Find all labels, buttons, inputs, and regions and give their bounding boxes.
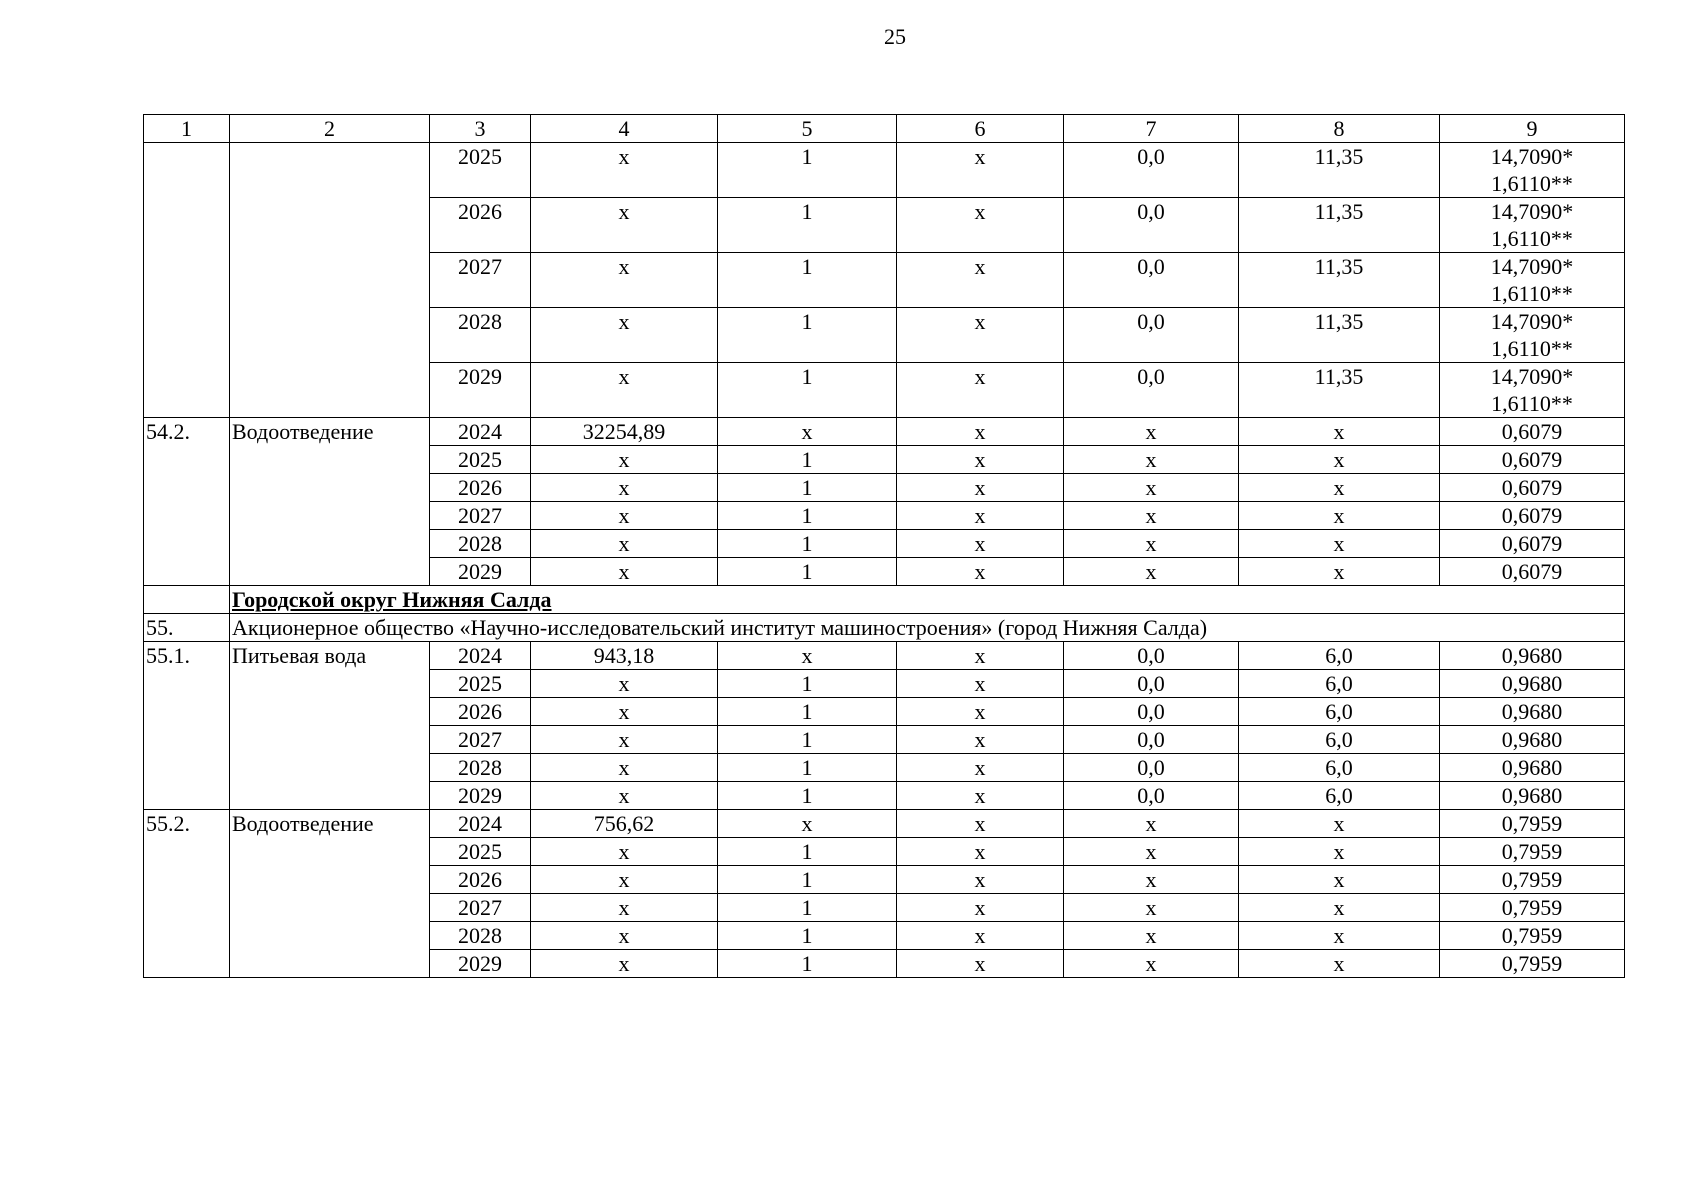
table-cell: х [1239, 866, 1440, 894]
tariff-table [143, 114, 1625, 978]
table-cell: 1 [718, 530, 897, 558]
table-cell: 1 [718, 698, 897, 726]
year-cell: 2027 [430, 253, 531, 308]
table-cell: х [531, 950, 718, 978]
table-cell: х [531, 894, 718, 922]
table-cell: 6,0 [1239, 698, 1440, 726]
table-cell: х [531, 143, 718, 198]
item-name-cell: Водоотведение [230, 810, 430, 978]
table-cell: х [897, 922, 1064, 950]
table-cell: х [531, 253, 718, 308]
table-cell: 1 [718, 670, 897, 698]
year-cell: 2028 [430, 530, 531, 558]
value-line: 14,7090* [1490, 144, 1574, 169]
table-row [144, 642, 1625, 670]
column-number: 7 [1064, 115, 1239, 143]
table-cell: 0,9680 [1440, 698, 1625, 726]
column-number: 5 [718, 115, 897, 143]
table-cell: х [1064, 838, 1239, 866]
column-number: 2 [230, 115, 430, 143]
table-cell: 0,7959 [1440, 866, 1625, 894]
table-cell: 1 [718, 143, 897, 198]
table-cell: х [897, 474, 1064, 502]
table-cell: 0,0 [1064, 670, 1239, 698]
table-cell: х [531, 698, 718, 726]
table-cell: 1 [718, 782, 897, 810]
table-cell: 0,0 [1064, 754, 1239, 782]
year-cell: 2028 [430, 754, 531, 782]
value-line: 1,6110** [1491, 336, 1573, 361]
table-cell: х [897, 754, 1064, 782]
item-number-cell [144, 586, 230, 614]
page-number: 25 [884, 24, 906, 49]
value-line: 14,7090* [1490, 364, 1574, 389]
table-cell: 11,35 [1239, 363, 1440, 418]
table-cell: х [1064, 950, 1239, 978]
year-cell: 2026 [430, 198, 531, 253]
year-cell: 2028 [430, 308, 531, 363]
year-cell: 2029 [430, 558, 531, 586]
table-cell: 0,6079 [1440, 530, 1625, 558]
table-cell: х [718, 810, 897, 838]
table-cell: 32254,89 [531, 418, 718, 446]
year-cell: 2026 [430, 698, 531, 726]
table-cell [1440, 143, 1625, 198]
item-name-cell [230, 143, 430, 418]
table-cell: 0,0 [1064, 308, 1239, 363]
table-cell: 6,0 [1239, 782, 1440, 810]
table-cell: х [1239, 894, 1440, 922]
table-cell: х [897, 418, 1064, 446]
value-line: 1,6110** [1491, 171, 1573, 196]
table-cell [1440, 363, 1625, 418]
table-cell: х [531, 446, 718, 474]
table-cell: х [897, 446, 1064, 474]
table-cell: 0,9680 [1440, 642, 1625, 670]
year-cell: 2028 [430, 922, 531, 950]
table-cell: х [1064, 474, 1239, 502]
table-cell: 1 [718, 754, 897, 782]
table-cell: х [1239, 446, 1440, 474]
table-cell: х [897, 642, 1064, 670]
table-cell: х [897, 530, 1064, 558]
table-cell: х [1239, 558, 1440, 586]
table-cell: х [1064, 866, 1239, 894]
table-cell: х [897, 363, 1064, 418]
table-row [144, 418, 1625, 446]
table-cell: 0,7959 [1440, 894, 1625, 922]
table-cell: х [531, 670, 718, 698]
table-cell: х [531, 558, 718, 586]
table-cell: 1 [718, 446, 897, 474]
table-cell: х [1239, 418, 1440, 446]
year-cell: 2024 [430, 418, 531, 446]
column-number: 1 [144, 115, 230, 143]
item-number-cell: 55. [144, 614, 230, 642]
table-cell: х [897, 558, 1064, 586]
value-line: 1,6110** [1491, 391, 1573, 416]
table-cell: 0,0 [1064, 642, 1239, 670]
table-cell: х [531, 922, 718, 950]
table-cell: х [531, 866, 718, 894]
table-row [144, 143, 1625, 198]
table-cell: 1 [718, 558, 897, 586]
value-line: 1,6110** [1491, 226, 1573, 251]
year-cell: 2025 [430, 446, 531, 474]
table-cell: х [531, 754, 718, 782]
table-cell: 0,6079 [1440, 446, 1625, 474]
item-number-cell: 54.2. [144, 418, 230, 586]
table-cell: х [1064, 894, 1239, 922]
table-cell: 1 [718, 726, 897, 754]
table-cell: х [897, 253, 1064, 308]
year-cell: 2026 [430, 474, 531, 502]
table-cell: х [897, 698, 1064, 726]
organization-row [144, 614, 1625, 642]
item-name-cell: Питьевая вода [230, 642, 430, 810]
table-cell: х [1239, 838, 1440, 866]
table-cell: х [1064, 558, 1239, 586]
table-cell: х [897, 782, 1064, 810]
table-cell: х [897, 866, 1064, 894]
table-cell: 1 [718, 253, 897, 308]
table-cell: х [531, 363, 718, 418]
table-cell: х [1239, 502, 1440, 530]
table-cell: 1 [718, 894, 897, 922]
table-cell: 0,7959 [1440, 838, 1625, 866]
year-cell: 2025 [430, 838, 531, 866]
year-cell: 2027 [430, 502, 531, 530]
organization-name: Акционерное общество «Научно-исследовательский институт машиностроения» (город Нижняя Салда) [230, 614, 1625, 642]
table-cell: 6,0 [1239, 726, 1440, 754]
table-cell: 0,0 [1064, 726, 1239, 754]
table-cell: х [1064, 418, 1239, 446]
item-number-cell [144, 143, 230, 418]
table-cell: 0,6079 [1440, 474, 1625, 502]
table-cell: 0,6079 [1440, 418, 1625, 446]
table-cell: 1 [718, 866, 897, 894]
table-cell: 0,6079 [1440, 558, 1625, 586]
table-cell: х [1064, 446, 1239, 474]
item-name-cell: Водоотведение [230, 418, 430, 586]
table-cell: х [531, 726, 718, 754]
year-cell: 2029 [430, 363, 531, 418]
item-number-cell: 55.2. [144, 810, 230, 978]
year-cell: 2024 [430, 642, 531, 670]
column-number: 4 [531, 115, 718, 143]
table-cell: 943,18 [531, 642, 718, 670]
year-cell: 2027 [430, 894, 531, 922]
table-cell: х [1064, 502, 1239, 530]
table-cell: 0,6079 [1440, 502, 1625, 530]
column-number: 9 [1440, 115, 1625, 143]
table-cell: 0,7959 [1440, 950, 1625, 978]
value-line: 14,7090* [1490, 254, 1574, 279]
table-row [144, 810, 1625, 838]
table-cell: х [531, 530, 718, 558]
table-cell: 1 [718, 308, 897, 363]
value-line: 1,6110** [1491, 281, 1573, 306]
table-cell [1440, 198, 1625, 253]
column-number: 3 [430, 115, 531, 143]
year-cell: 2029 [430, 782, 531, 810]
table-cell: 1 [718, 502, 897, 530]
table-cell: х [897, 838, 1064, 866]
year-cell: 2024 [430, 810, 531, 838]
table-cell: 0,7959 [1440, 922, 1625, 950]
table-cell: 11,35 [1239, 198, 1440, 253]
table-cell [1440, 308, 1625, 363]
value-line: 14,7090* [1490, 309, 1574, 334]
table-cell: х [531, 838, 718, 866]
table-cell: х [531, 502, 718, 530]
year-cell: 2025 [430, 670, 531, 698]
table-cell: х [1239, 810, 1440, 838]
table-body [144, 115, 1625, 978]
table-cell: х [897, 726, 1064, 754]
item-number-cell: 55.1. [144, 642, 230, 810]
table-cell: 6,0 [1239, 670, 1440, 698]
table-cell: х [1239, 530, 1440, 558]
table-cell: 0,0 [1064, 143, 1239, 198]
table-cell: х [897, 894, 1064, 922]
table-cell: 0,0 [1064, 198, 1239, 253]
year-cell: 2027 [430, 726, 531, 754]
table-cell: х [897, 502, 1064, 530]
table-cell: 11,35 [1239, 308, 1440, 363]
year-cell: 2026 [430, 866, 531, 894]
table-cell: 0,0 [1064, 698, 1239, 726]
table-cell: х [897, 950, 1064, 978]
table-cell: 0,0 [1064, 253, 1239, 308]
table-cell: х [531, 474, 718, 502]
table-cell: 0,0 [1064, 782, 1239, 810]
table-cell: 1 [718, 363, 897, 418]
district-row [144, 586, 1625, 614]
column-number: 6 [897, 115, 1064, 143]
table-cell: 0,9680 [1440, 726, 1625, 754]
column-number: 8 [1239, 115, 1440, 143]
year-cell: 2029 [430, 950, 531, 978]
value-line: 14,7090* [1490, 199, 1574, 224]
table-cell: х [531, 198, 718, 253]
table-cell: х [718, 642, 897, 670]
table-cell: 0,9680 [1440, 754, 1625, 782]
table-cell: 0,7959 [1440, 810, 1625, 838]
table-cell: 0,0 [1064, 363, 1239, 418]
table-cell: х [1239, 474, 1440, 502]
table-cell: 6,0 [1239, 642, 1440, 670]
table-cell: х [531, 782, 718, 810]
table-cell: х [897, 198, 1064, 253]
table-cell: 11,35 [1239, 253, 1440, 308]
table-cell: х [1239, 950, 1440, 978]
table-cell: х [897, 810, 1064, 838]
table-cell: х [1064, 530, 1239, 558]
table-cell: х [531, 308, 718, 363]
table-cell: х [897, 143, 1064, 198]
table-cell: 6,0 [1239, 754, 1440, 782]
year-cell: 2025 [430, 143, 531, 198]
table-cell: 11,35 [1239, 143, 1440, 198]
table-cell: х [897, 308, 1064, 363]
table-cell: 0,9680 [1440, 782, 1625, 810]
table-cell: х [1239, 922, 1440, 950]
table-cell: х [1064, 810, 1239, 838]
table-cell: 756,62 [531, 810, 718, 838]
district-heading: Городской округ Нижняя Салда [230, 586, 1625, 614]
table-cell: 1 [718, 198, 897, 253]
table-cell: 1 [718, 474, 897, 502]
table-cell: х [1064, 922, 1239, 950]
table-cell: 1 [718, 950, 897, 978]
table-cell: 1 [718, 838, 897, 866]
table-cell [1440, 253, 1625, 308]
table-cell: 1 [718, 922, 897, 950]
table-cell: х [718, 418, 897, 446]
table-cell: х [897, 670, 1064, 698]
table-cell: 0,9680 [1440, 670, 1625, 698]
column-numbers-row [144, 115, 1625, 143]
